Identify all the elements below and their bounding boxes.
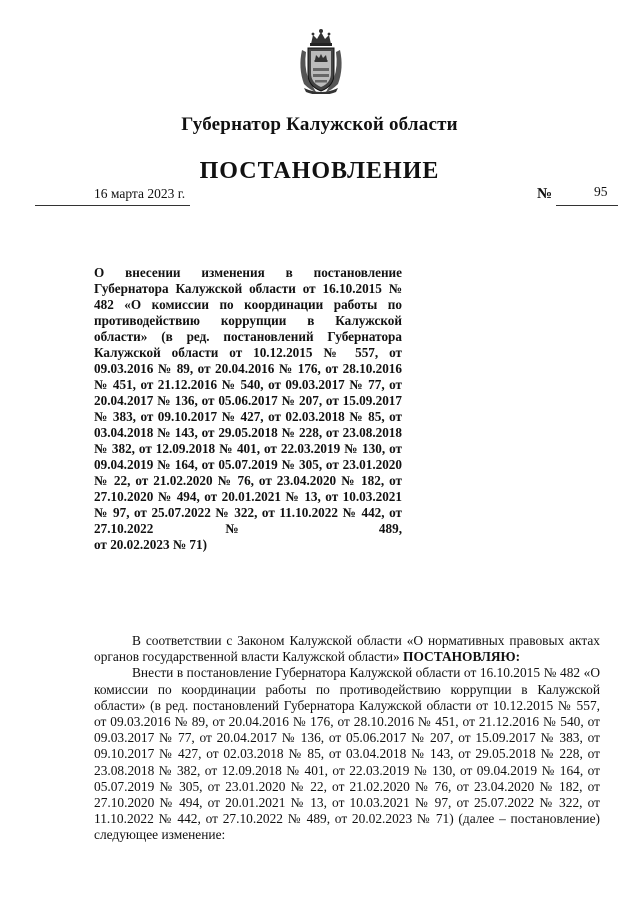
document-body — [94, 633, 600, 844]
amendment-paragraph: Внести в постановление Губернатора Калужской области от 16.10.2015 № 482 «О комиссии по координации работы по противодействию коррупции в Калужской области» (в ред. постановлений Губернатора Калужской области от 10.12.2015 № 557, от 09.03.2016 № 89, от 20.04.2016 № 176, от 28.10.2016 № 451, от 21.12.2016 № 540, от 09.03.2017 № 77, от 20.04.2017 № 136, от 05.06.2017 № 207, от 15.09.2017 № 383, от 09.10.2017 № 427, от 02.03.2018 № 85, от 03.04.2018 № 143, от 29.05.2018 № 228, от 23.08.2018 № 382, от 12.09.2018 № 401, от 22.03.2019 № 130, от 09.04.2019 № 164, от 05.07.2019 № 305, от 23.01.2020 № 22, от 21.02.2020 № 76, от 23.04.2020 № 182, от 27.10.2020 № 494, от 20.01.2021 № 13, от 10.03.2021 № 97, от 25.07.2022 № 322, от 11.10.2022 № 442, от 27.10.2022 № 489, от 20.02.2023 № 71) (далее – постановление) следующее изменение: — [94, 665, 600, 843]
number-sign: № — [537, 186, 553, 202]
resolution-keyword: ПОСТАНОВЛЯЮ: — [403, 649, 521, 665]
number-underline — [556, 188, 618, 206]
coat-of-arms-icon — [296, 28, 346, 94]
preamble-text: В соответствии с Законом Калужской области «О нормативных правовых актах органов государственной власти Калужской области» — [94, 633, 600, 665]
issuing-authority: Губернатор Калужской области — [181, 114, 458, 135]
subject-text-last-line: от 20.02.2023 № 71) — [94, 537, 207, 552]
subject-text: О внесении изменения в постановление Губернатора Калужской области от 16.10.2015 № 482 «О комиссии по координации работы по противодействию коррупции в Калужской области» (в ред. постановлений Губернатора Калужской области от 10.12.2015 № 557, от 09.03.2016 № 89, от 20.04.2016 № 176, от 28.10.2016 № 451, от 21.12.2016 № 540, от 09.03.2017 № 77, от 20.04.2017 № 136, от 05.06.2017 № 207, от 15.09.2017 № 383, от 09.10.2017 № 427, от 02.03.2018 № 85, от 03.04.2018 № 143, от 29.05.2018 № 228, от 23.08.2018 № 382, от 12.09.2018 № 401, от 22.03.2019 № 130, от 09.04.2019 № 164, от 05.07.2019 № 305, от 23.01.2020 № 22, от 21.02.2020 № 76, от 23.04.2020 № 182, от 27.10.2020 № 494, от 20.01.2021 № 13, от 10.03.2021 № 97, от 25.07.2022 № 322, от 11.10.2022 № 442, от 27.10.2022 № 489, — [94, 265, 402, 536]
preamble-paragraph — [94, 633, 600, 665]
document-type-title: ПОСТАНОВЛЕНИЕ — [199, 158, 440, 184]
document-subject — [94, 265, 402, 553]
document-number: 95 — [594, 184, 608, 199]
document-date: 16 марта 2023 г. — [94, 186, 186, 201]
